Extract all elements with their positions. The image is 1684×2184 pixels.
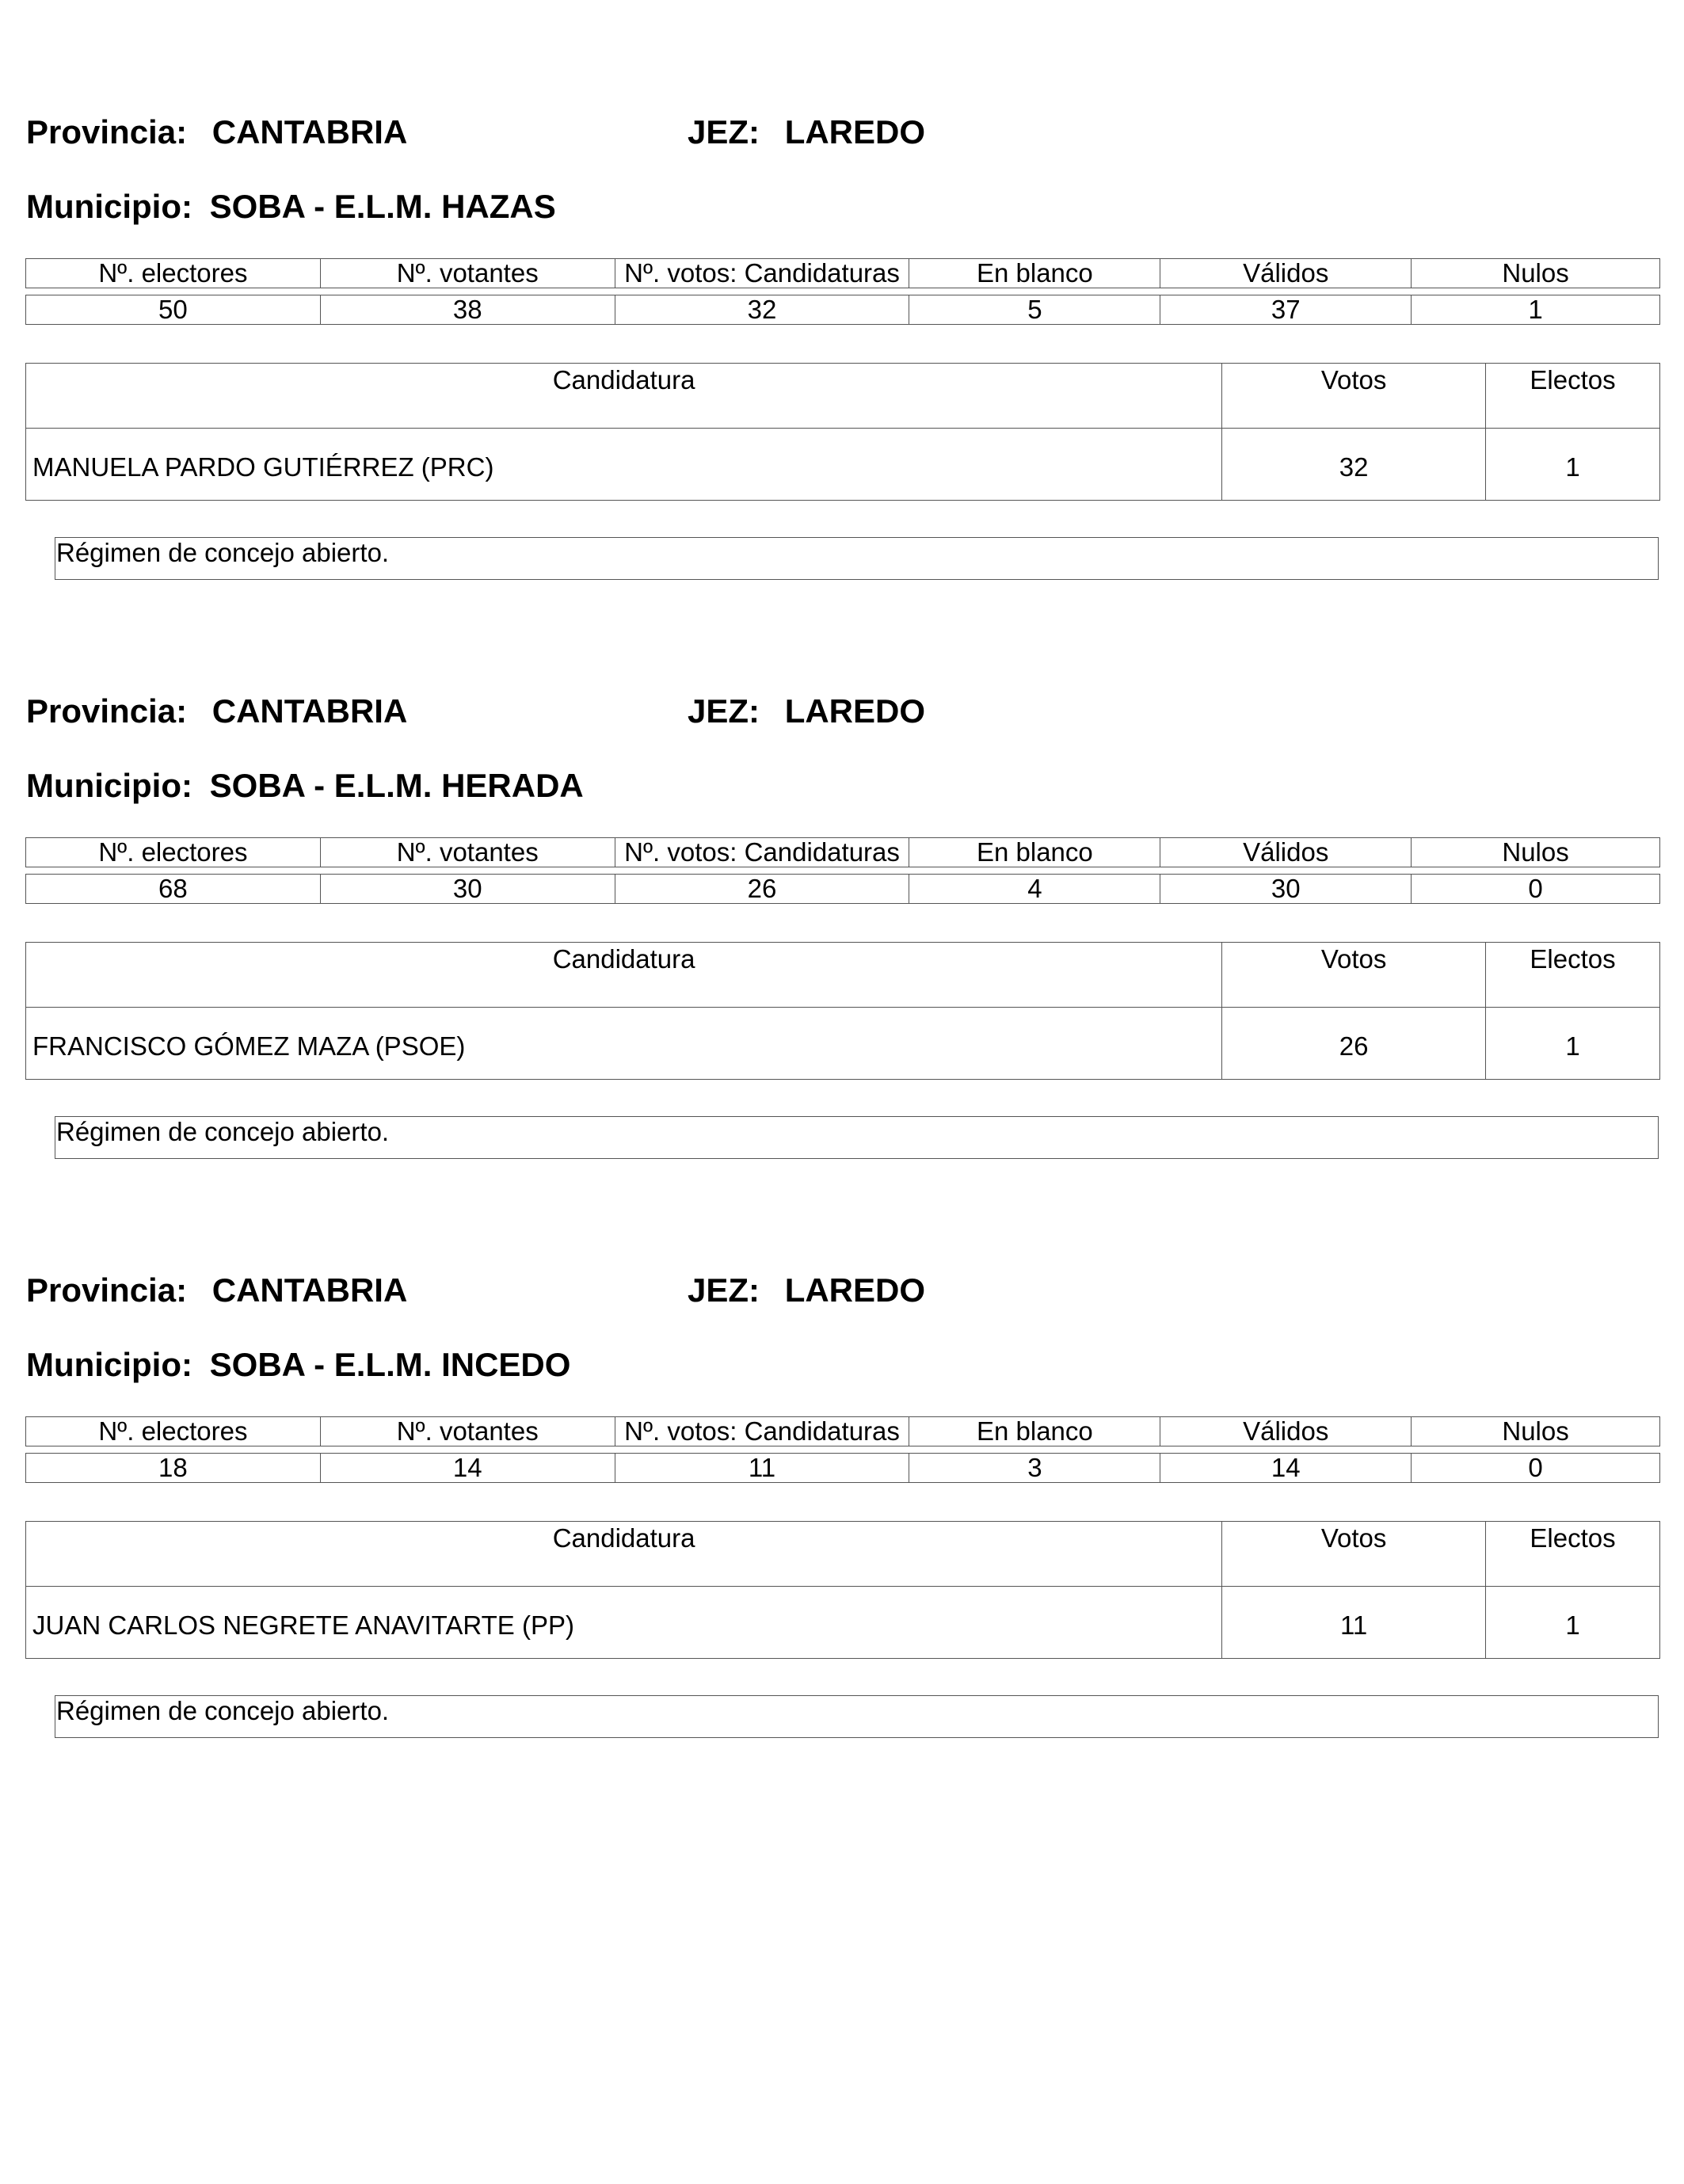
results-section-hazas xyxy=(0,0,1684,578)
header-en-blanco: En blanco xyxy=(909,838,1160,867)
candidates-table xyxy=(25,363,1660,501)
candidate-electos: 1 xyxy=(1486,429,1660,501)
header-electores: Nº. electores xyxy=(26,838,321,867)
stats-table xyxy=(25,258,1660,325)
header-votos-candidaturas: Nº. votos: Candidaturas xyxy=(615,1417,909,1446)
candidate-row xyxy=(26,429,1660,501)
stats-header-row xyxy=(26,259,1660,288)
jez-line xyxy=(688,1271,925,1309)
header-candidatura: Candidatura xyxy=(26,364,1222,429)
jez-line xyxy=(688,113,925,151)
stats-gap-row xyxy=(26,1446,1660,1454)
candidates-table xyxy=(25,942,1660,1080)
header-votantes: Nº. votantes xyxy=(320,1417,615,1446)
jez-label: JEZ: xyxy=(688,1271,760,1309)
value-votantes: 38 xyxy=(320,295,615,325)
header-candidatura: Candidatura xyxy=(26,943,1222,1008)
provincia-line xyxy=(26,692,407,730)
jez-value: LAREDO xyxy=(784,113,926,151)
candidates-header-row xyxy=(26,364,1660,429)
header-electores: Nº. electores xyxy=(26,259,321,288)
municipio-value: SOBA - E.L.M. HERADA xyxy=(209,767,584,804)
value-en-blanco: 5 xyxy=(909,295,1160,325)
header-electores: Nº. electores xyxy=(26,1417,321,1446)
candidate-name: MANUELA PARDO GUTIÉRREZ (PRC) xyxy=(26,429,1222,501)
stats-gap-row xyxy=(26,288,1660,295)
value-votos-candidaturas: 26 xyxy=(615,875,909,904)
value-en-blanco: 4 xyxy=(909,875,1160,904)
header-validos: Válidos xyxy=(1160,259,1412,288)
value-validos: 30 xyxy=(1160,875,1412,904)
municipio-line xyxy=(26,188,556,226)
municipio-label: Municipio: xyxy=(26,767,192,804)
stats-value-row xyxy=(26,295,1660,325)
regime-note: Régimen de concejo abierto. xyxy=(55,1695,1659,1738)
candidate-votos: 11 xyxy=(1222,1587,1486,1659)
candidates-header-row xyxy=(26,1522,1660,1587)
municipio-label: Municipio: xyxy=(26,188,192,225)
header-nulos: Nulos xyxy=(1412,1417,1660,1446)
value-nulos: 0 xyxy=(1412,875,1660,904)
municipio-value: SOBA - E.L.M. HAZAS xyxy=(209,188,556,225)
stats-gap-row xyxy=(26,867,1660,875)
candidates-table xyxy=(25,1521,1660,1659)
header-electos: Electos xyxy=(1486,943,1660,1008)
header-candidatura: Candidatura xyxy=(26,1522,1222,1587)
header-votos: Votos xyxy=(1222,364,1486,429)
jez-line xyxy=(688,692,925,730)
value-electores: 50 xyxy=(26,295,321,325)
header-electos: Electos xyxy=(1486,1522,1660,1587)
regime-note: Régimen de concejo abierto. xyxy=(55,1116,1659,1159)
provincia-label: Provincia: xyxy=(26,692,188,730)
header-electos: Electos xyxy=(1486,364,1660,429)
stats-table xyxy=(25,837,1660,904)
header-votantes: Nº. votantes xyxy=(320,838,615,867)
candidate-name: JUAN CARLOS NEGRETE ANAVITARTE (PP) xyxy=(26,1587,1222,1659)
value-validos: 37 xyxy=(1160,295,1412,325)
value-nulos: 1 xyxy=(1412,295,1660,325)
value-electores: 68 xyxy=(26,875,321,904)
provincia-line xyxy=(26,1271,407,1309)
provincia-value: CANTABRIA xyxy=(211,1271,408,1309)
jez-label: JEZ: xyxy=(688,113,760,151)
stats-header-row xyxy=(26,838,1660,867)
stats-table xyxy=(25,1416,1660,1483)
header-validos: Válidos xyxy=(1160,838,1412,867)
gap-cell xyxy=(26,1446,1660,1454)
municipio-line xyxy=(26,1346,570,1384)
stats-value-row xyxy=(26,1454,1660,1483)
candidate-electos: 1 xyxy=(1486,1587,1660,1659)
header-validos: Válidos xyxy=(1160,1417,1412,1446)
header-votos: Votos xyxy=(1222,1522,1486,1587)
municipio-label: Municipio: xyxy=(26,1346,192,1383)
value-votos-candidaturas: 11 xyxy=(615,1454,909,1483)
candidate-row xyxy=(26,1587,1660,1659)
gap-cell xyxy=(26,867,1660,875)
gap-cell xyxy=(26,288,1660,295)
stats-value-row xyxy=(26,875,1660,904)
results-section-herada xyxy=(0,579,1684,1157)
header-nulos: Nulos xyxy=(1412,259,1660,288)
provincia-label: Provincia: xyxy=(26,1271,188,1309)
value-votos-candidaturas: 32 xyxy=(615,295,909,325)
value-votantes: 14 xyxy=(320,1454,615,1483)
candidate-row xyxy=(26,1008,1660,1080)
header-votos-candidaturas: Nº. votos: Candidaturas xyxy=(615,838,909,867)
municipio-line xyxy=(26,767,584,805)
candidate-votos: 32 xyxy=(1222,429,1486,501)
value-en-blanco: 3 xyxy=(909,1454,1160,1483)
stats-header-row xyxy=(26,1417,1660,1446)
jez-value: LAREDO xyxy=(784,1271,926,1309)
provincia-value: CANTABRIA xyxy=(211,113,408,151)
value-electores: 18 xyxy=(26,1454,321,1483)
header-nulos: Nulos xyxy=(1412,838,1660,867)
provincia-label: Provincia: xyxy=(26,113,188,151)
candidates-header-row xyxy=(26,943,1660,1008)
municipio-value: SOBA - E.L.M. INCEDO xyxy=(209,1346,571,1383)
header-votos: Votos xyxy=(1222,943,1486,1008)
header-votantes: Nº. votantes xyxy=(320,259,615,288)
header-votos-candidaturas: Nº. votos: Candidaturas xyxy=(615,259,909,288)
results-section-incedo xyxy=(0,1158,1684,1736)
provincia-value: CANTABRIA xyxy=(211,692,408,730)
provincia-line xyxy=(26,113,407,151)
jez-label: JEZ: xyxy=(688,692,760,730)
header-en-blanco: En blanco xyxy=(909,1417,1160,1446)
header-en-blanco: En blanco xyxy=(909,259,1160,288)
candidate-electos: 1 xyxy=(1486,1008,1660,1080)
value-votantes: 30 xyxy=(320,875,615,904)
candidate-votos: 26 xyxy=(1222,1008,1486,1080)
candidate-name: FRANCISCO GÓMEZ MAZA (PSOE) xyxy=(26,1008,1222,1080)
value-nulos: 0 xyxy=(1412,1454,1660,1483)
value-validos: 14 xyxy=(1160,1454,1412,1483)
regime-note: Régimen de concejo abierto. xyxy=(55,537,1659,580)
jez-value: LAREDO xyxy=(784,692,926,730)
